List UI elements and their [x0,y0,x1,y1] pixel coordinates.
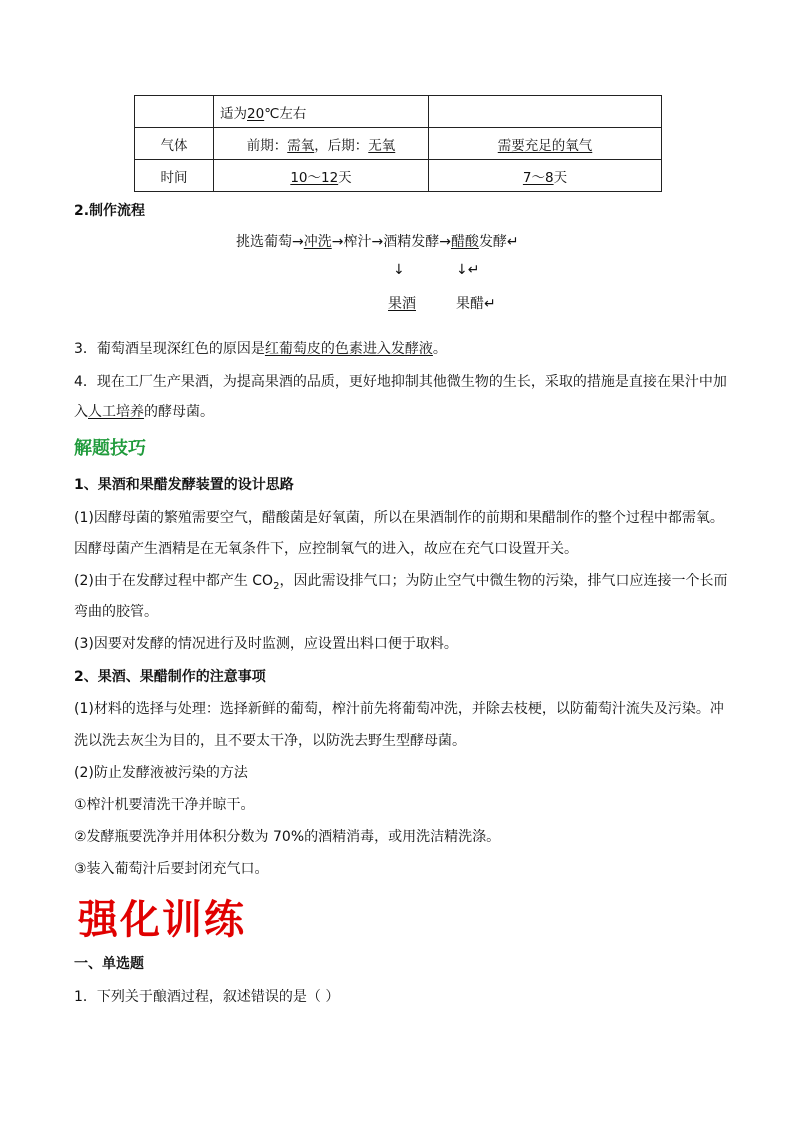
subscript: 2 [273,580,280,592]
flow-text: 挑选葡萄→ [236,234,304,250]
row-label: 时间 [135,160,214,192]
table-cell [214,160,429,192]
flow-underlined: 冲洗 [303,234,332,250]
point-underlined: 人工培养 [88,404,144,420]
point-underlined: 红葡萄皮的色素进入发酵液 [264,341,433,357]
s2-item-3: ③装入葡萄汁后要封闭充气口。 [74,861,269,877]
flow-underlined: 醋酸 [450,234,479,250]
cell-underlined: 10～12 [290,169,339,186]
point-4-line2 [74,401,214,421]
process-heading: 2.制作流程 [74,203,146,219]
question-section-heading: 一、单选题 [74,956,144,972]
cell-text: 天 [553,169,568,186]
cell-text: ，后期： [314,137,369,154]
product-right: 果醋↵ [456,296,496,312]
s2-p1-line2: 洗以洗去灰尘为目的，且不要太干净，以防洗去野生型酵母菌。 [74,733,466,749]
table-cell [429,128,662,160]
down-arrow-right: ↓↵ [456,262,480,278]
s1-p2-line1 [74,570,727,592]
table-cell [429,96,662,128]
section-1-heading: 1、果酒和果醋发酵装置的设计思路 [74,477,294,493]
cell-text: 适为 [220,105,247,122]
cell-underlined: 需氧 [287,137,315,154]
table-row [135,160,662,192]
down-arrow-left: ↓ [393,262,405,278]
flow-text: 发酵↵ [478,234,519,250]
table-cell [429,160,662,192]
cell-text: 天 [338,169,352,186]
product-wine: 果酒 [388,296,416,312]
point-text: 。 [432,341,447,357]
point-4-line1: 4．现在工厂生产果酒，为提高果酒的品质，更好地抑制其他微生物的生长，采取的措施是直接在果汁中加 [74,374,727,390]
s2-p2: (2)防止发酵液被污染的方法 [74,765,248,781]
cell-text: 前期： [246,137,288,154]
training-title: 强化训练 [78,896,246,943]
cell-underlined: 7～8 [522,169,554,186]
question-1: 1．下列关于酿酒过程，叙述错误的是（ ） [74,989,340,1005]
s1-p1-line1: (1)因酵母菌的繁殖需要空气，醋酸菌是好氧菌，所以在果酒制作的前期和果醋制作的整个过程中都需氧。 [74,510,724,526]
s2-p1-line1: (1)材料的选择与处理：选择新鲜的葡萄，榨汁前先将葡萄冲洗，并除去枝梗，以防葡萄汁流失及污染。冲 [74,701,724,717]
para-text: ，因此需设排气口；为防止空气中微生物的污染，排气口应连接一个长而 [279,573,728,589]
skills-title: 解题技巧 [74,438,146,459]
temperature-value: 20 [247,105,265,122]
table-row [135,96,662,128]
section-2-heading: 2、果酒、果醋制作的注意事项 [74,669,266,685]
process-flow [236,231,519,251]
fermentation-conditions-table [134,95,662,192]
product-left [388,293,416,313]
flow-text: →榨汁→酒精发酵→ [331,234,451,250]
table-cell [135,96,214,128]
point-text: 入 [74,404,88,420]
table-cell [214,96,429,128]
s1-p1-line2: 因酵母菌产生酒精是在无氧条件下，应控制氧气的进入，故应在充气口设置开关。 [74,541,578,557]
s2-item-2: ②发酵瓶要洗净并用体积分数为 70%的酒精消毒，或用洗洁精洗涤。 [74,829,501,845]
table-row [135,128,662,160]
para-text: (2)由于在发酵过程中都产生 CO [74,573,274,589]
point-3 [74,338,447,358]
s1-p3: (3)因要对发酵的情况进行及时监测，应设置出料口便于取料。 [74,636,458,652]
cell-text: ℃左右 [264,105,307,122]
row-label: 气体 [135,128,214,160]
cell-underlined: 无氧 [368,137,396,154]
s2-item-1: ①榨汁机要清洗干净并晾干。 [74,797,255,813]
point-text: 3．葡萄酒呈现深红色的原因是 [74,341,265,357]
table-cell [214,128,429,160]
cell-underlined: 需要充足的氧气 [497,137,593,154]
point-text: 的酵母菌。 [144,404,214,420]
s1-p2-line2: 弯曲的胶管。 [74,604,158,620]
